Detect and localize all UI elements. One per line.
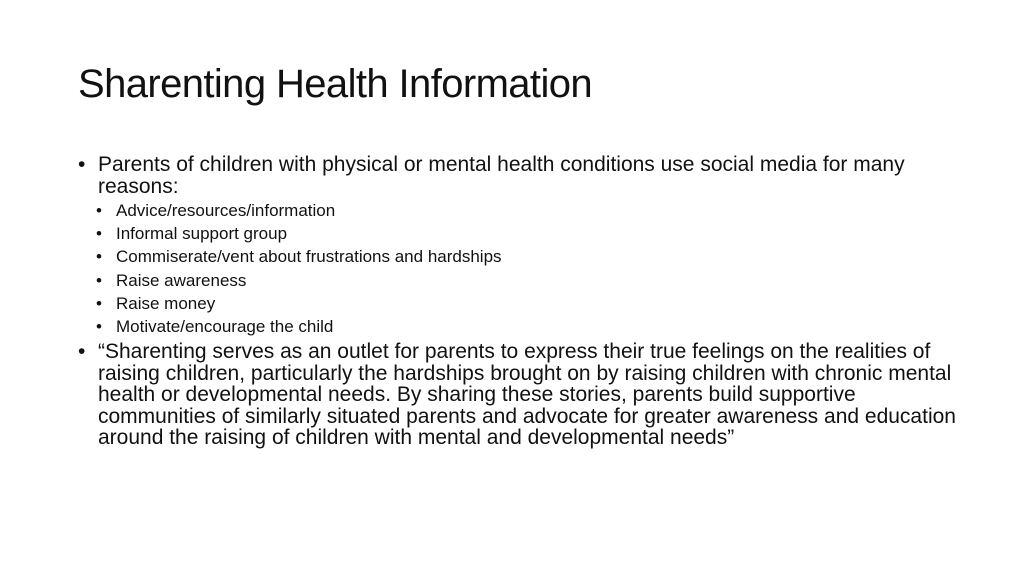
sub-bullet-text: Advice/resources/information	[116, 201, 336, 220]
sub-bullet-item	[78, 269, 958, 292]
sub-bullet-text: Motivate/encourage the child	[116, 317, 334, 337]
bullet-icon: •	[96, 247, 102, 267]
slide-title: Sharenting Health Information	[78, 62, 593, 106]
sub-bullet-text: Raise awareness	[116, 270, 247, 290]
bullet-icon: •	[96, 270, 102, 290]
sub-bullet-text: Raise money	[116, 293, 216, 313]
sub-bullet-item	[78, 245, 958, 268]
bullet-icon: •	[96, 224, 102, 244]
sub-bullet-list	[78, 199, 958, 338]
sub-bullet-item	[78, 199, 958, 222]
bullet-icon: •	[96, 201, 102, 220]
bullet-icon: •	[96, 317, 102, 337]
sub-bullet-text: Informal support group	[116, 224, 288, 244]
slide-body	[78, 154, 958, 449]
sub-bullet-item	[78, 222, 958, 245]
bullet-icon: •	[78, 340, 86, 364]
bullet-icon: •	[96, 293, 102, 313]
sub-bullet-item	[78, 315, 958, 338]
bullet-text: Parents of children with physical or mental health conditions use social media for many reasons:	[98, 153, 905, 198]
bullet-item	[78, 154, 958, 197]
sub-bullet-item	[78, 292, 958, 315]
bullet-item-quote	[78, 341, 958, 449]
quote-text: “Sharenting serves as an outlet for parents to express their true feelings on the realities of raising children, particularly the hardships brought on by raising children with chronic mental health or developmental needs. By sharing these stories, parents build supportive communities of similarly situated parents and advocate for greater awareness and education around the raising of children with mental and developmental needs”	[98, 340, 956, 450]
sub-bullet-text: Commiserate/vent about frustrations and hardships	[116, 247, 502, 267]
bullet-icon: •	[78, 153, 86, 176]
